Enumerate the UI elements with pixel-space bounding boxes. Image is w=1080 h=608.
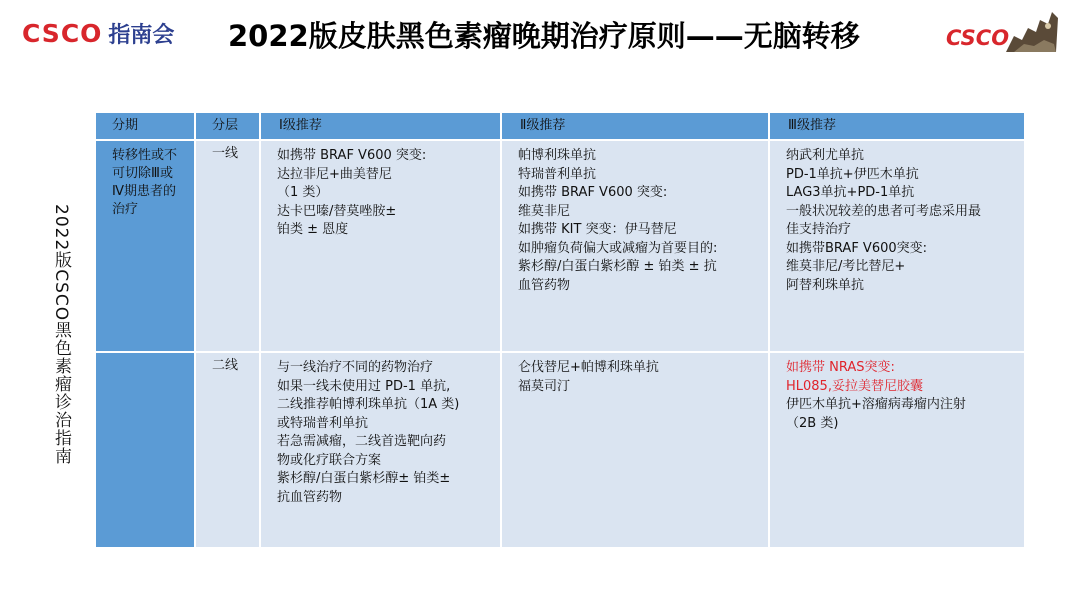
level2-line: 如携带 BRAF V600 突变: (518, 185, 668, 200)
level3-cell (770, 351, 1026, 547)
stage-cell (96, 139, 196, 351)
level1-line: 紫杉醇/白蛋白紫杉醇± 铂类± (277, 471, 451, 486)
stage-line: 治疗 (112, 202, 139, 217)
level2-line: 如肿瘤负荷偏大或减瘤为首要目的: (518, 240, 718, 256)
level1-line: 达卡巴嗪/替莫唑胺± (277, 203, 397, 219)
level2-cell (502, 139, 770, 351)
level1-line: 抗血管药物 (277, 489, 343, 505)
level3-line: 纳武利尤单抗 (786, 148, 865, 163)
level1-line: 与一线治疗不同的药物治疗 (277, 360, 434, 375)
level1-line: 铂类 ± 恩度 (277, 222, 349, 237)
level1-cell (261, 351, 502, 547)
level3-line: 伊匹木单抗+溶瘤病毒瘤内注射 (786, 397, 966, 412)
header-stage: 分期 (96, 113, 196, 139)
logo-subtext: 指南会 (108, 23, 175, 48)
level2-line: 血管药物 (518, 277, 571, 293)
level3-line: PD-1单抗+伊匹木单抗 (786, 166, 919, 182)
slide-header (0, 0, 1080, 70)
csco-emblem-logo (944, 6, 1062, 58)
csco-guideline-logo (22, 18, 174, 49)
level1-line: 或特瑞普利单抗 (277, 415, 369, 431)
level2-line: 仑伐替尼+帕博利珠单抗 (518, 360, 659, 375)
level2-line: 福莫司汀 (518, 378, 571, 394)
header-layer: 分层 (196, 113, 261, 139)
level3-line: 维莫非尼/考比替尼+ (786, 259, 906, 274)
layer-cell (196, 351, 261, 547)
layer-label: 一线 (212, 146, 239, 161)
level2-line: 特瑞普利单抗 (518, 166, 597, 182)
page-title: 2022版皮肤黑色素瘤晚期治疗原则——无脑转移 (228, 19, 860, 53)
layer-cell (196, 139, 261, 351)
level3-highlight-line: HL085,妥拉美替尼胶囊 (786, 378, 923, 394)
level1-cell (261, 139, 502, 351)
stage-line: 转移性或不 (112, 148, 178, 163)
stage-line: Ⅳ期患者的 (112, 184, 176, 199)
header-level3: Ⅲ级推荐 (770, 113, 1026, 139)
level1-line: 达拉非尼+曲美替尼 (277, 166, 392, 182)
level3-line: （2B 类) (786, 415, 839, 431)
layer-label: 二线 (212, 358, 239, 373)
level3-line: 佳支持治疗 (786, 222, 852, 237)
level1-line: （1 类） (277, 185, 329, 200)
level3-line: LAG3单抗+PD-1单抗 (786, 185, 915, 200)
header-level2: Ⅱ级推荐 (502, 113, 770, 139)
level2-cell (502, 351, 770, 547)
header-level1: Ⅰ级推荐 (261, 113, 502, 139)
level1-line: 二线推荐帕博利珠单抗（1A 类) (277, 397, 460, 412)
emblem-text: CSCO (946, 26, 1010, 50)
level2-line: 如携带 KIT 突变：伊马替尼 (518, 222, 677, 237)
level2-line: 维莫非尼 (518, 203, 571, 219)
level3-line: 阿替利珠单抗 (786, 277, 865, 293)
level1-line: 如携带 BRAF V600 突变: (277, 148, 427, 163)
level3-line: 如携带BRAF V600突变: (786, 240, 928, 256)
level3-line: 一般状况较差的患者可考虑采用最 (786, 203, 982, 219)
stage-line: 可切除Ⅲ或 (112, 166, 173, 181)
level1-line: 物或化疗联合方案 (277, 452, 382, 468)
level3-cell (770, 139, 1026, 351)
stage-cell (96, 351, 196, 547)
level2-line: 帕博利珠单抗 (518, 148, 597, 163)
table-header-row (96, 113, 1026, 139)
level1-line: 如果一线未使用过 PD-1 单抗, (277, 378, 451, 394)
logo-brand-text: CSCO (22, 19, 103, 48)
table-row (96, 351, 1026, 547)
treatment-table (96, 113, 1026, 547)
level2-line: 紫杉醇/白蛋白紫杉醇 ± 铂类 ± 抗 (518, 259, 717, 274)
level3-highlight-line: 如携带 NRAS突变: (786, 360, 895, 375)
level1-line: 若急需减瘤，二线首选靶向药 (277, 434, 447, 449)
guideline-side-label: 2022版CSCO黑色素瘤诊治指南 (51, 204, 71, 466)
table-row (96, 139, 1026, 351)
